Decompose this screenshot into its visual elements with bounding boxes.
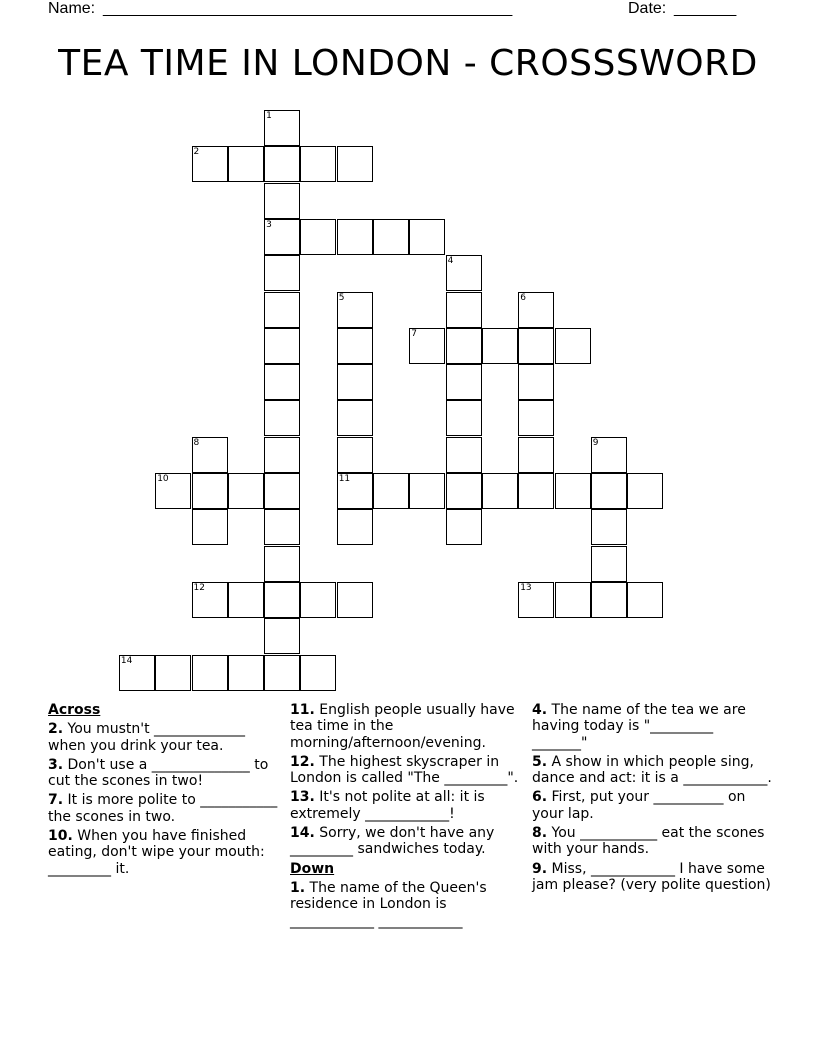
grid-cell[interactable] xyxy=(264,183,300,219)
grid-cell[interactable] xyxy=(591,582,627,618)
grid-cell[interactable] xyxy=(518,437,554,473)
clue-down-4: 4. The name of the tea we are having today is "_________ _______" xyxy=(532,702,746,751)
grid-cell[interactable] xyxy=(264,582,300,618)
clue-number: 4 xyxy=(447,256,454,267)
grid-cell[interactable] xyxy=(482,473,518,509)
clues-column-3 xyxy=(532,702,772,896)
grid-cell[interactable] xyxy=(337,364,373,400)
grid-cell[interactable] xyxy=(337,219,373,255)
grid-cell[interactable] xyxy=(446,292,482,328)
grid-cell[interactable] xyxy=(337,328,373,364)
grid-cell[interactable] xyxy=(264,292,300,328)
grid-cell[interactable] xyxy=(446,509,482,545)
grid-cell[interactable] xyxy=(337,582,373,618)
grid-cell[interactable] xyxy=(264,473,300,509)
grid-cell[interactable] xyxy=(264,509,300,545)
grid-cell[interactable] xyxy=(555,582,591,618)
clue-number: 2 xyxy=(193,147,200,158)
grid-cell[interactable] xyxy=(446,400,482,436)
clue-number: 13 xyxy=(520,582,532,593)
down-heading: Down xyxy=(290,860,335,877)
grid-cell[interactable] xyxy=(228,655,264,691)
clue-across-2: 2. You mustn't _____________ when you drink your tea. xyxy=(48,721,246,754)
grid-cell[interactable] xyxy=(446,328,482,364)
clue-across-11: 11. English people usually have tea time in the morning/afternoon/evening. xyxy=(290,702,515,751)
grid-cell[interactable] xyxy=(337,509,373,545)
name-label: Name: xyxy=(48,0,96,17)
clues-column-1 xyxy=(48,702,284,880)
clues-column-2 xyxy=(290,702,522,932)
grid-cell[interactable] xyxy=(300,146,336,182)
grid-cell[interactable] xyxy=(627,473,663,509)
clue-number: 14 xyxy=(120,655,133,666)
grid-cell[interactable] xyxy=(591,473,627,509)
grid-cell[interactable] xyxy=(264,364,300,400)
grid-cell[interactable] xyxy=(228,582,264,618)
clue-across-7: 7. It is more polite to ___________ the scones in two. xyxy=(48,792,278,825)
grid-cell[interactable] xyxy=(337,146,373,182)
grid-cell[interactable] xyxy=(373,219,409,255)
clue-down-6: 6. First, put your __________ on your lap. xyxy=(532,789,746,822)
grid-cell[interactable] xyxy=(591,546,627,582)
grid-cell[interactable] xyxy=(591,509,627,545)
grid-cell[interactable] xyxy=(627,582,663,618)
clue-number: 8 xyxy=(193,437,200,448)
clue-down-5: 5. A show in which people sing, dance and act: it is a ____________. xyxy=(532,753,772,787)
grid-cell[interactable] xyxy=(518,328,554,364)
grid-cell[interactable] xyxy=(518,364,554,400)
across-heading: Across xyxy=(48,702,101,718)
grid-cell[interactable] xyxy=(337,400,373,436)
grid-cell[interactable] xyxy=(264,146,300,182)
grid-cell[interactable] xyxy=(228,473,264,509)
clue-across-13: 13. It's not polite at all: it is extremely ____________! xyxy=(290,789,485,822)
grid-cell[interactable] xyxy=(446,364,482,400)
clue-number: 12 xyxy=(193,582,205,593)
grid-cell[interactable] xyxy=(300,655,336,691)
clue-number: 9 xyxy=(592,437,599,448)
clue-down-9: 9. Miss, ____________ I have some jam please? (very polite question) xyxy=(532,860,771,893)
grid-cell[interactable] xyxy=(555,328,591,364)
clue-across-10: 10. When you have finished eating, don't wipe your mouth: _________ it. xyxy=(48,828,265,877)
grid-cell[interactable] xyxy=(228,146,264,182)
grid-cell[interactable] xyxy=(155,655,191,691)
clue-number: 7 xyxy=(411,328,418,339)
clue-across-12: 12. The highest skyscraper in London is called "The _________". xyxy=(290,753,519,787)
grid-cell[interactable] xyxy=(518,400,554,436)
clue-number: 6 xyxy=(520,292,526,303)
grid-cell[interactable] xyxy=(373,473,409,509)
clue-down-1: 1. The name of the Queen's residence in London is ____________ ____________ xyxy=(290,879,487,929)
clue-number: 1 xyxy=(266,111,272,121)
page-title: TEA TIME IN LONDON - CROSSSWORD xyxy=(58,43,758,84)
grid-cell[interactable] xyxy=(446,437,482,473)
clue-number: 11 xyxy=(338,474,351,484)
grid-cell[interactable] xyxy=(192,509,228,545)
grid-cell[interactable] xyxy=(409,219,445,255)
clue-across-14: 14. Sorry, we don't have any _________ sandwiches today. xyxy=(290,825,495,858)
clue-down-8: 8. You ___________ eat the scones with your hands. xyxy=(532,825,765,858)
grid-cell[interactable] xyxy=(555,473,591,509)
clue-number: 5 xyxy=(338,292,345,303)
grid-cell[interactable] xyxy=(264,255,300,291)
grid-cell[interactable] xyxy=(518,473,554,509)
date-label: Date: xyxy=(628,0,667,17)
grid-cell[interactable] xyxy=(192,655,228,691)
clue-number: 3 xyxy=(266,219,272,230)
grid-cell[interactable] xyxy=(192,473,228,509)
grid-cell[interactable] xyxy=(264,655,300,691)
grid-cell[interactable] xyxy=(264,400,300,436)
grid-cell[interactable] xyxy=(337,437,373,473)
grid-cell[interactable] xyxy=(264,328,300,364)
name-field-line[interactable]: ______________________________________________ xyxy=(103,0,513,17)
grid-cell[interactable] xyxy=(409,473,445,509)
grid-cell[interactable] xyxy=(264,437,300,473)
grid-cell[interactable] xyxy=(300,219,336,255)
grid-cell[interactable] xyxy=(446,473,482,509)
grid-cell[interactable] xyxy=(482,328,518,364)
grid-cell[interactable] xyxy=(300,582,336,618)
clue-across-3: 3. Don't use a ______________ to cut the scones in two! xyxy=(48,756,269,790)
clue-number: 10 xyxy=(157,474,169,484)
grid-cell[interactable] xyxy=(264,546,300,582)
grid-cell[interactable] xyxy=(264,618,300,654)
date-field-line[interactable]: _______ xyxy=(674,0,737,17)
